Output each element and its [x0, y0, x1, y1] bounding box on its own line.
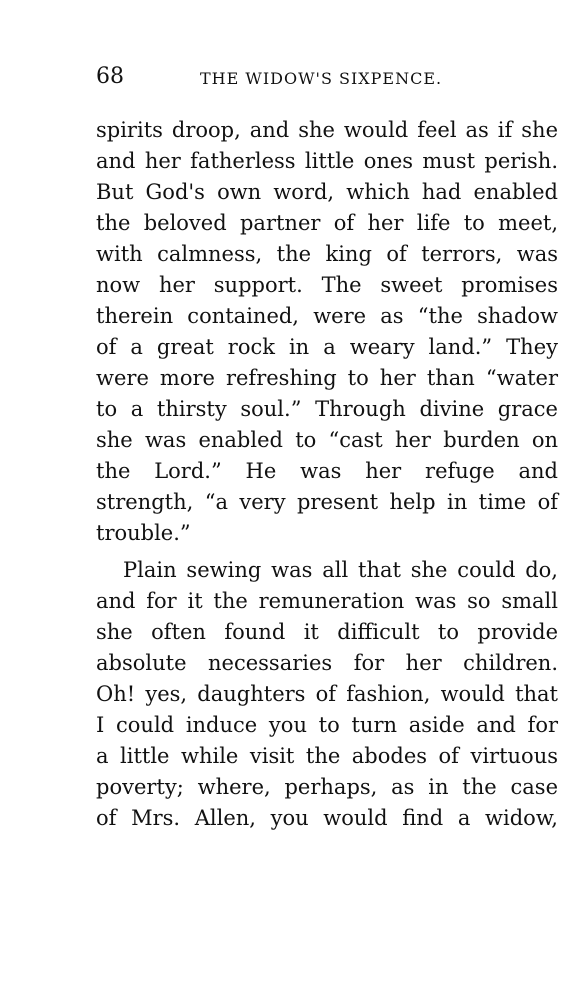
text-line: a little while visit the abodes of virtuous — [96, 744, 558, 768]
text-line: she often found it difficult to provide — [96, 620, 558, 644]
text-line: with calmness, the king of terrors, was — [96, 242, 558, 266]
text-line: But God's own word, which had enabled — [96, 180, 558, 204]
text-line: spirits droop, and she would feel as if she — [96, 118, 558, 142]
text-line: I could induce you to turn aside and for — [96, 713, 558, 737]
text-line: therein contained, were as “the shadow — [96, 304, 558, 328]
text-line: absolute necessaries for her children. — [96, 651, 558, 675]
text-line: were more refreshing to her than “water — [96, 366, 558, 390]
body-text — [96, 115, 558, 834]
text-line: the Lord.” He was her refuge and — [96, 459, 558, 483]
paragraph — [96, 555, 558, 834]
text-line: she was enabled to “cast her burden on — [96, 428, 558, 452]
page-header — [96, 62, 556, 92]
text-line: trouble.” — [96, 521, 191, 545]
text-line: strength, “a very present help in time of — [96, 490, 558, 514]
text-line: and for it the remuneration was so small — [96, 589, 558, 613]
text-line: poverty; where, perhaps, as in the case — [96, 775, 558, 799]
text-line: Plain sewing was all that she could do, — [123, 558, 558, 582]
text-line: of a great rock in a weary land.” They — [96, 335, 558, 359]
running-title: THE WIDOW'S SIXPENCE. — [200, 69, 443, 88]
text-line: to a thirsty soul.” Through divine grace — [96, 397, 558, 421]
text-line: the beloved partner of her life to meet, — [96, 211, 558, 235]
text-line: Oh! yes, daughters of fashion, would that — [96, 682, 558, 706]
paragraph — [96, 115, 558, 549]
page-number: 68 — [96, 64, 124, 89]
text-line: of Mrs. Allen, you would find a widow, — [96, 806, 558, 830]
text-line: now her support. The sweet promises — [96, 273, 558, 297]
text-line: and her fatherless little ones must perish. — [96, 149, 558, 173]
